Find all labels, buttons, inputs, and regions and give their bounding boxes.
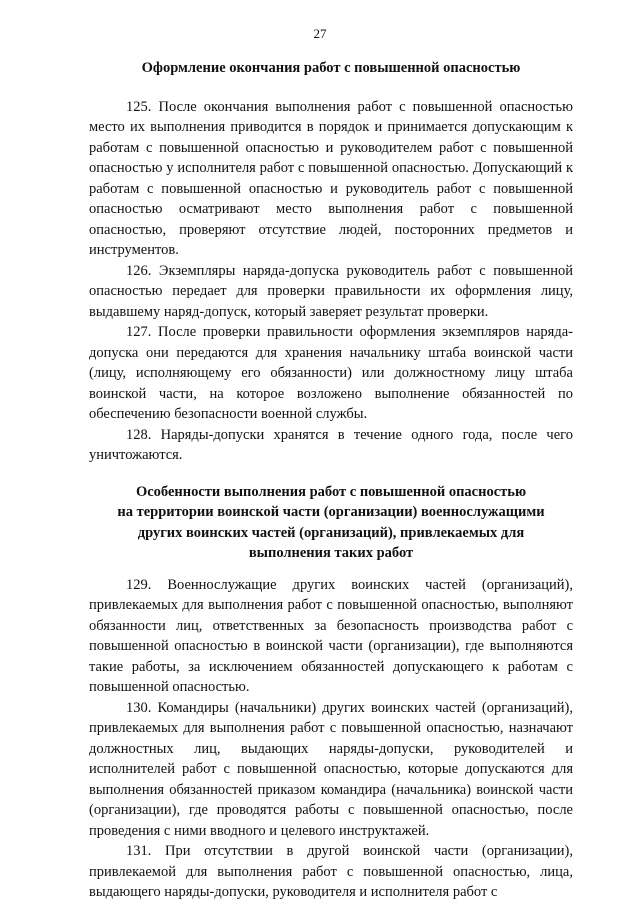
paragraph-127: 127. После проверки правильности оформления экземпляров наряда-допуска они передаются для хранения начальнику штаба воинской части (лицу, исполняющему его обязанности) или должностному лицу штаба воинской части, на которое возложено выполнение обязанностей по обеспечению безопасности военной службы.	[89, 324, 573, 422]
heading-line: Особенности выполнения работ с повышенной опасностью	[135, 483, 527, 500]
heading-line: других воинских частей (организаций), привлекаемых для	[137, 524, 525, 541]
paragraph-129: 129. Военнослужащие других воинских частей (организаций), привлекаемых для выполнения работ с повышенной опасностью, выполняют обязанности лиц, ответственных за безопасность производства работ с повышенной опасностью в воинской части (организации), где выполняются такие работы, за исключением обязанностей допускающего к работам с повышенной опасностью.	[89, 576, 573, 695]
page-content	[89, 58, 573, 903]
section-heading-completion: Оформление окончания работ с повышенной опасностью	[141, 60, 521, 76]
paragraph-125: 125. После окончания выполнения работ с повышенной опасностью место их выполнения приводится в порядок и принимается допускающим к работам с повышенной опасностью и руководителем работ с повышенной опасностью у исполнителя работ с повышенной опасностью. Допускающий к работам с повышенной опасностью и руководитель работ с повышенной опасностью осматривают место выполнения работ с повышенной опасностью, проверяют отсутствие людей, посторонних предметов и инструментов.	[89, 98, 573, 258]
section-heading-other-units	[89, 482, 573, 564]
paragraph-126: 126. Экземпляры наряда-допуска руководитель работ с повышенной опасностью передает для проверки правильности их оформления лицу, выдавшему наряд-допуск, который заверяет результат проверки.	[89, 262, 573, 320]
paragraph-130: 130. Командиры (начальники) других воинских частей (организаций), привлекаемых для выполнения работ с повышенной опасностью, назначают должностных лиц, выдающих наряды-допуски, руководителей и исполнителей работ с повышенной опасностью, которые допускаются для выполнения обязанностей приказом командира (начальника) воинской части (организации), где проводятся работы с повышенной опасностью, после проведения с ними вводного и целевого инструктажей.	[89, 699, 573, 839]
heading-line: на территории воинской части (организации) военнослужащими	[117, 504, 545, 520]
paragraph-131: 131. При отсутствии в другой воинской части (организации), привлекаемой для выполнения работ с повышенной опасностью, лица, выдающего наряды-допуски, руководителя и исполнителя работ с	[89, 843, 573, 900]
page-number: 27	[313, 26, 327, 41]
paragraph-128: 128. Наряды-допуски хранятся в течение одного года, после чего уничтожаются.	[89, 426, 573, 463]
heading-line: выполнения таких работ	[248, 545, 414, 561]
